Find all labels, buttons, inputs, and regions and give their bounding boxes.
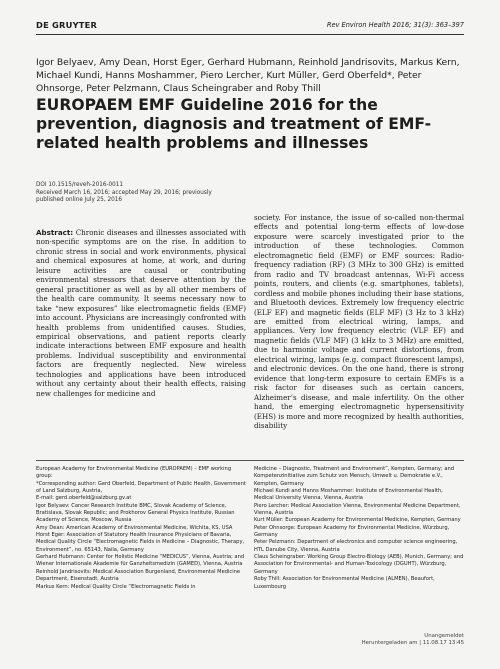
abstract-column-left (36, 228, 246, 398)
author-list: Igor Belyaev, Amy Dean, Horst Eger, Gerhard Hubmann, Reinhold Jandrisovits, Markus Kern, Michael Kundi, Hanns Moshammer, Piero Lercher, Kurt Müller, Gerd Oberfeld*, Peter Ohnsorge, Peter Pelzmann, Claus Scheingraber and Roby Thill (36, 57, 460, 94)
affiliation: Markus Kern: Medical Quality Circle “Electromagnetic Fields in (36, 583, 196, 590)
affiliation: Amy Dean: American Academy of Environmental Medicine, Wichita, KS, USA (36, 524, 233, 531)
affiliation: Kurt Müller: European Academy for Environmental Medicine, Kempten, Germany (254, 517, 461, 524)
download-status: Unangemeldet (424, 633, 464, 639)
affiliation: Medicine – Diagnostic, Treatment and Environment”, Kempten, Germany; and Kompetenzinitiative zum Schutz von Mensch, Umwelt u. Demokratie e.V., Kempten, Germany (254, 466, 454, 487)
affiliation: Michael Kundi and Hanns Moshammer: Institute of Environmental Health, Medical University Vienna, Vienna, Austria (254, 488, 443, 502)
footnote-rule (36, 460, 464, 461)
affiliation: Piero Lercher: Medical Association Vienna, Environmental Medicine Department, Vienna, Austria (254, 502, 461, 517)
header-rule (36, 34, 464, 35)
abstract-label: Abstract: (36, 228, 74, 237)
article-title: EUROPAEM EMF Guideline 2016 for the prevention, diagnosis and treatment of EMF-related health problems and illnesses (36, 96, 432, 152)
affiliation: Igor Belyaev: Cancer Research Institute BMC, Slovak Academy of Science, Bratislava, Slovak Republic; and Prokhorov General Physics Institute, Russian Academy of Science, Moscow, Russia (36, 502, 235, 524)
publisher-name: DE GRUYTER (36, 20, 98, 30)
affiliations-left (36, 466, 246, 591)
doi[interactable]: DOI 10.1515/reveh-2016-0011 (36, 182, 124, 188)
affiliation: *Corresponding author: Gerd Oberfeld, Department of Public Health, Government of Land Salzburg, Austria, (36, 480, 246, 495)
affiliation: Peter Pelzmann: Department of electronics and computer science engineering, HTL Danube City, Vienna, Austria (254, 539, 458, 553)
affiliation: Horst Eger: Association of Statutory Health Insurance Physicians of Bavaria, Medical Quality Circle “Electromagnetic Fields in Medicine – Diagnostic, Therapy, Environment”, no. 65143, Naila, Germany (36, 532, 245, 553)
abstract-column-right (254, 213, 464, 430)
abstract-text-right: society. For instance, the issue of so-called non-thermal effects and potential long-term effects of low-dose exposure were scarcely investigated prior to the introduction of these technologies. Common electromagnetic field (EMF) or EMF sources: Radio-frequency radiation (RF) (3 MHz to 300 GHz) is emitted from radio and TV broadcast antennas, Wi-Fi access points, routers, and clients (e.g. smartphones, tablets), cordless and mobile phones including their base stations, and Bluetooth devices. Extremely low frequency electric (ELF EF) and magnetic fields (ELF MF) (3 Hz to 3 kHz) are emitted from electrical wiring, lamps, and appliances. Very low frequency electric (VLF EF) and magnetic fields (VLF MF) (3 kHz to 3 MHz) are emitted, due to harmonic voltage and current distortions, from electrical wiring, lamps (e.g. compact fluorescent lamps), and electronic devices. On the one hand, there is strong evidence that long-term exposure to certain EMFs is a risk factor for diseases such as certain cancers, Alzheimer’s disease, and male infertility. On the other hand, the emerging electromagnetic hypersensitivity (EHS) is more and more recognized by health authorities, disability (254, 213, 464, 430)
affiliation: Roby Thill: Association for Environmental Medicine (ALMEN), Beaufort, Luxembourg (254, 576, 435, 590)
affiliations-right (254, 466, 464, 591)
affiliation: European Academy for Environmental Medicine (EUROPAEM) – EMF working group: (36, 466, 232, 480)
abstract-text-left: Chronic diseases and illnesses associated with non-specific symptoms are on the rise. In addition to chronic stress in social and work environments, physical and chemical exposures at home, at work, and during leisure activities are causal or contributing environmental stressors that deserve attention by the general practitioner as well as by all other members of the health care community. It seems necessary now to take “new exposures” like electromagnetic fields (EMF) into account. Physicians are increasingly confronted with health problems from unidentified causes. Studies, empirical observations, and patient reports clearly indicate interactions between EMF exposure and health problems. Individual susceptibility and environmental factors are frequently neglected. New wireless technologies and applications have been introduced without any certainty about their health effects, raising new challenges for medicine and (36, 228, 246, 398)
affiliation: Claus Scheingraber: Working Group Electro-Biology (AEB), Munich, Germany; and Association for Environmental- and Human-Toxicology (DGUHT), Würzburg, Germany (254, 554, 464, 575)
publication-dates: Received March 16, 2016; accepted May 29, 2016; previously published online July 25, 2016 (36, 189, 212, 204)
affiliation: Gerhard Hubmann: Center for Holistic Medicine “MEDICUS”, Vienna, Austria; and Wiener Internationale Akademie für Ganzheitsmedizin (GAMED), Vienna, Austria (36, 554, 245, 568)
affiliation: Peter Ohnsorge: European Academy for Environmental Medicine, Würzburg, Germany (254, 524, 450, 539)
journal-citation: Rev Environ Health 2016; 31(3): 363–397 (326, 21, 464, 29)
corresponding-email[interactable]: E-mail: gerd.oberfeld@salzburg.gv.at (36, 495, 132, 502)
download-stamp (362, 633, 464, 648)
affiliation: Reinhold Jandrisovits: Medical Association Burgenland, Environmental Medicine Department, Eisenstadt, Austria (36, 568, 241, 583)
running-header (36, 20, 464, 34)
article-meta (36, 182, 241, 205)
download-timestamp: Heruntergeladen am | 11.08.17 13:45 (361, 640, 464, 647)
